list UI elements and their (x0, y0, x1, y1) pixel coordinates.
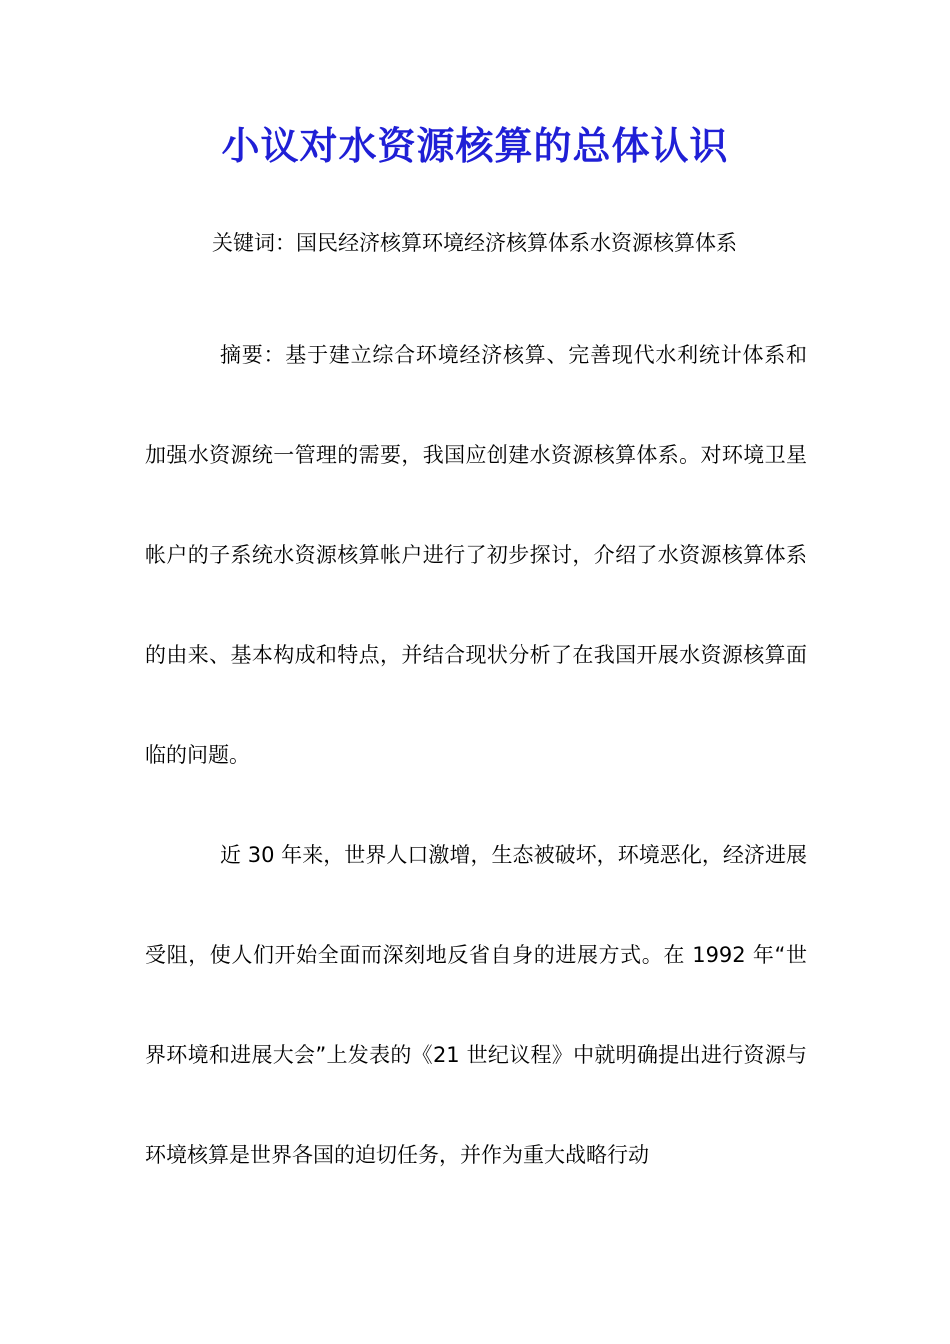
body-paragraph: 近 30 年来，世界人口激增，生态被破坏，环境恶化，经济进展受阻，使人们开始全面而深刻地反省自身的进展方式。在 1992 年“世界环境和进展大会”上发表的《21 世纪议程》中就明确提出进行资源与环境核算是世界各国的迫切任务，并作为重大战略行动 (145, 843, 807, 1167)
keywords-line: 关键词：国民经济核算环境经济核算体系水资源核算体系 (212, 231, 737, 255)
document-body (145, 305, 807, 1205)
abstract-paragraph: 摘要：基于建立综合环境经济核算、完善现代水利统计体系和加强水资源统一管理的需要，我国应创建水资源核算体系。对环境卫星帐户的子系统水资源核算帐户进行了初步探讨，介绍了水资源核算体系的由来、基本构成和特点，并结合现状分析了在我国开展水资源核算面临的问题。 (145, 343, 807, 767)
document-title: 小议对水资源核算的总体认识 (221, 123, 729, 168)
